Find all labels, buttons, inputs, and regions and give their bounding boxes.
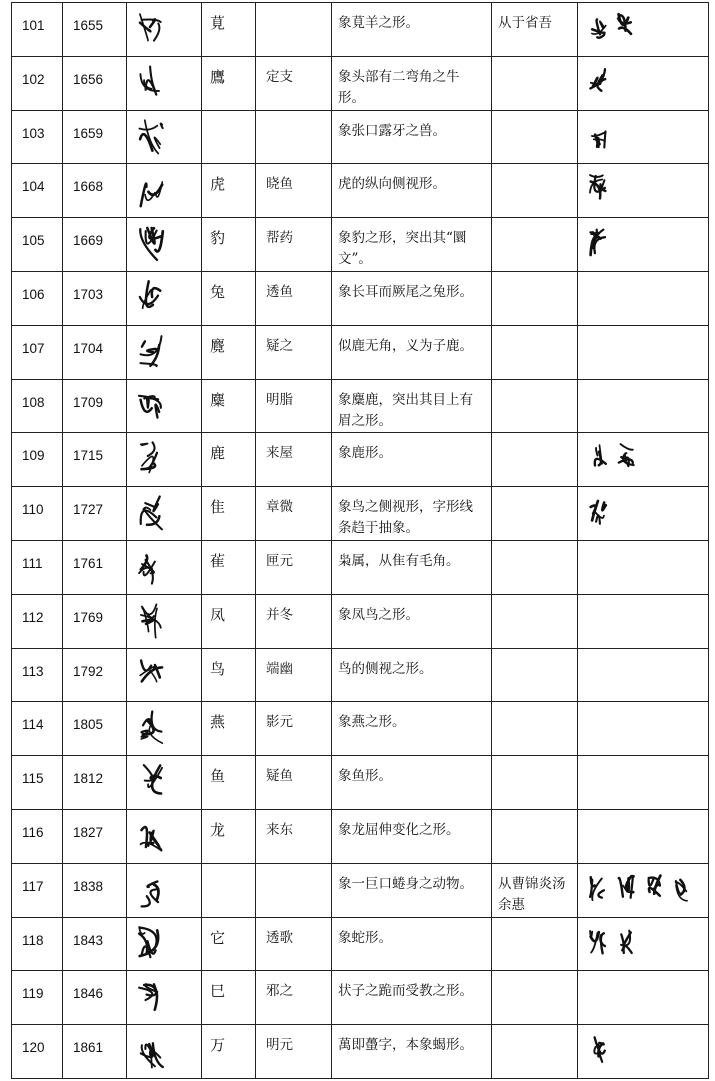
row-code: 1805: [63, 702, 127, 756]
row-code: 1727: [63, 487, 127, 541]
modern-character: 雈: [202, 540, 256, 594]
modern-character: 鸟: [202, 648, 256, 702]
row-code: 1668: [63, 164, 127, 218]
row-index: 115: [12, 756, 63, 810]
variant-glyph-icon: [614, 872, 638, 904]
row-code: 1812: [63, 756, 127, 810]
variant-forms-cell: [578, 917, 709, 971]
glyph-description: 象头部有二弯角之牛形。: [332, 56, 492, 110]
row-code: 1656: [63, 56, 127, 110]
row-index: 117: [12, 863, 63, 917]
fanqie-reading: 邪之: [256, 971, 332, 1025]
row-index: 113: [12, 648, 63, 702]
source-note: [492, 540, 578, 594]
variant-glyph-icon: [586, 65, 610, 97]
table-row: [12, 702, 709, 756]
variant-forms-cell: [578, 271, 709, 325]
row-code: 1704: [63, 325, 127, 379]
variant-glyph-icon: [586, 872, 610, 904]
oracle-glyph-icon: [135, 1031, 167, 1071]
oracle-glyph-cell: [127, 433, 202, 487]
modern-character: [202, 863, 256, 917]
fanqie-reading: 透鱼: [256, 271, 332, 325]
variant-glyph-icon: [586, 926, 610, 958]
oracle-glyph-cell: [127, 702, 202, 756]
variant-forms-cell: [578, 164, 709, 218]
row-code: 1669: [63, 218, 127, 272]
table-row: [12, 648, 709, 702]
row-code: 1827: [63, 809, 127, 863]
source-note: [492, 971, 578, 1025]
oracle-glyph-icon: [135, 9, 167, 49]
variant-forms-cell: [578, 648, 709, 702]
variant-forms-cell: [578, 594, 709, 648]
modern-character: 万: [202, 1025, 256, 1079]
oracle-glyph-icon: [135, 439, 167, 479]
glyph-description: 象鸟之侧视形，字形线条趋于抽象。: [332, 487, 492, 541]
variant-glyph-icon: [586, 172, 610, 204]
oracle-glyph-cell: [127, 648, 202, 702]
oracle-glyph-icon: [135, 278, 167, 318]
source-note: 从曹锦炎汤余惠: [492, 863, 578, 917]
oracle-glyph-cell: [127, 218, 202, 272]
row-index: 111: [12, 540, 63, 594]
modern-character: 虎: [202, 164, 256, 218]
table-row: [12, 218, 709, 272]
variant-forms-cell: [578, 540, 709, 594]
oracle-glyph-icon: [135, 170, 167, 210]
table-row: [12, 110, 709, 164]
oracle-glyph-icon: [135, 870, 167, 910]
table-row: [12, 56, 709, 110]
oracle-glyph-cell: [127, 379, 202, 433]
row-index: 112: [12, 594, 63, 648]
oracle-glyph-icon: [135, 493, 167, 533]
modern-character: 鱼: [202, 756, 256, 810]
variant-forms-cell: [578, 971, 709, 1025]
modern-character: 鷹: [202, 56, 256, 110]
glyph-description: 象莧羊之形。: [332, 3, 492, 57]
table-row: [12, 3, 709, 57]
oracle-glyph-cell: [127, 271, 202, 325]
source-note: [492, 379, 578, 433]
row-code: 1792: [63, 648, 127, 702]
variant-glyph-icon: [614, 11, 638, 43]
variant-forms-cell: [578, 379, 709, 433]
oracle-glyph-cell: [127, 3, 202, 57]
fanqie-reading: 疑鱼: [256, 756, 332, 810]
glyph-description: 似鹿无角，义为子鹿。: [332, 325, 492, 379]
row-code: 1655: [63, 3, 127, 57]
variant-glyph-icon: [586, 441, 610, 473]
modern-character: 兔: [202, 271, 256, 325]
source-note: [492, 1025, 578, 1079]
row-code: 1709: [63, 379, 127, 433]
source-note: [492, 594, 578, 648]
row-code: 1843: [63, 917, 127, 971]
glyph-description: 状子之跪而受教之形。: [332, 971, 492, 1025]
variant-glyph-icon: [642, 872, 666, 904]
row-code: 1838: [63, 863, 127, 917]
oracle-glyph-icon: [135, 977, 167, 1017]
fanqie-reading: 帮药: [256, 218, 332, 272]
fanqie-reading: [256, 3, 332, 57]
table-row: [12, 325, 709, 379]
source-note: [492, 433, 578, 487]
glyph-description: 象张口露牙之兽。: [332, 110, 492, 164]
oracle-glyph-cell: [127, 1025, 202, 1079]
variant-glyph-icon: [614, 926, 638, 958]
fanqie-reading: 影元: [256, 702, 332, 756]
row-index: 101: [12, 3, 63, 57]
oracle-glyph-cell: [127, 917, 202, 971]
row-code: 1846: [63, 971, 127, 1025]
modern-character: 麋: [202, 379, 256, 433]
fanqie-reading: 章微: [256, 487, 332, 541]
fanqie-reading: 来屋: [256, 433, 332, 487]
oracle-glyph-cell: [127, 971, 202, 1025]
glyph-description: 象凤鸟之形。: [332, 594, 492, 648]
glyph-description: 象燕之形。: [332, 702, 492, 756]
fanqie-reading: 晓鱼: [256, 164, 332, 218]
variant-glyph-icon: [614, 441, 638, 473]
variant-glyph-icon: [586, 11, 610, 43]
variant-forms-cell: [578, 433, 709, 487]
modern-character: 凤: [202, 594, 256, 648]
table-row: [12, 594, 709, 648]
variant-glyph-icon: [670, 872, 694, 904]
row-code: 1703: [63, 271, 127, 325]
glyph-description: 枭属，从隹有毛角。: [332, 540, 492, 594]
oracle-glyph-cell: [127, 809, 202, 863]
row-code: 1715: [63, 433, 127, 487]
glyph-description: 象鱼形。: [332, 756, 492, 810]
fanqie-reading: [256, 110, 332, 164]
glyph-description: 萬即蠆字，本象蝎形。: [332, 1025, 492, 1079]
row-index: 119: [12, 971, 63, 1025]
modern-character: 它: [202, 917, 256, 971]
variant-forms-cell: [578, 1025, 709, 1079]
table-row: [12, 756, 709, 810]
oracle-glyph-icon: [135, 332, 167, 372]
variant-forms-cell: [578, 3, 709, 57]
row-index: 114: [12, 702, 63, 756]
fanqie-reading: 明元: [256, 1025, 332, 1079]
row-code: 1659: [63, 110, 127, 164]
row-index: 106: [12, 271, 63, 325]
row-index: 120: [12, 1025, 63, 1079]
modern-character: 莧: [202, 3, 256, 57]
table-row: [12, 433, 709, 487]
row-index: 109: [12, 433, 63, 487]
fanqie-reading: 并冬: [256, 594, 332, 648]
variant-forms-cell: [578, 863, 709, 917]
variant-glyph-icon: [586, 1033, 610, 1065]
variant-forms-cell: [578, 218, 709, 272]
glyph-description: 象一巨口蜷身之动物。: [332, 863, 492, 917]
glyph-description: 象鹿形。: [332, 433, 492, 487]
oracle-glyph-icon: [135, 708, 167, 748]
variant-glyph-icon: [586, 119, 610, 151]
oracle-glyph-cell: [127, 164, 202, 218]
table-row: [12, 971, 709, 1025]
table-row: [12, 917, 709, 971]
modern-character: 龙: [202, 809, 256, 863]
source-note: [492, 917, 578, 971]
source-note: [492, 702, 578, 756]
oracle-glyph-icon: [135, 117, 167, 157]
oracle-glyph-icon: [135, 601, 167, 641]
table-body: [12, 3, 709, 1079]
table-row: [12, 379, 709, 433]
glyph-description: 虎的纵向侧视形。: [332, 164, 492, 218]
row-index: 107: [12, 325, 63, 379]
oracle-glyph-icon: [135, 816, 167, 856]
oracle-glyph-cell: [127, 487, 202, 541]
oracle-glyph-icon: [135, 655, 167, 695]
modern-character: [202, 110, 256, 164]
variant-forms-cell: [578, 756, 709, 810]
table-row: [12, 1025, 709, 1079]
glyph-description: 象麋鹿，突出其目上有眉之形。: [332, 379, 492, 433]
fanqie-reading: 匣元: [256, 540, 332, 594]
row-code: 1861: [63, 1025, 127, 1079]
variant-forms-cell: [578, 809, 709, 863]
oracle-glyph-cell: [127, 540, 202, 594]
glyph-description: 鸟的侧视之形。: [332, 648, 492, 702]
glyph-description: 象豹之形，突出其“圜文”。: [332, 218, 492, 272]
oracle-glyph-cell: [127, 594, 202, 648]
source-note: [492, 487, 578, 541]
fanqie-reading: 疑之: [256, 325, 332, 379]
oracle-bone-table: [11, 2, 709, 1079]
oracle-glyph-cell: [127, 325, 202, 379]
row-index: 118: [12, 917, 63, 971]
variant-forms-cell: [578, 325, 709, 379]
source-note: 从于省吾: [492, 3, 578, 57]
source-note: [492, 164, 578, 218]
oracle-glyph-cell: [127, 56, 202, 110]
table-row: [12, 487, 709, 541]
table-row: [12, 863, 709, 917]
variant-forms-cell: [578, 56, 709, 110]
modern-character: 麑: [202, 325, 256, 379]
oracle-glyph-icon: [135, 762, 167, 802]
fanqie-reading: 明脂: [256, 379, 332, 433]
modern-character: 隹: [202, 487, 256, 541]
variant-glyph-icon: [586, 495, 610, 527]
source-note: [492, 110, 578, 164]
source-note: [492, 809, 578, 863]
fanqie-reading: 来东: [256, 809, 332, 863]
row-index: 104: [12, 164, 63, 218]
table-row: [12, 271, 709, 325]
source-note: [492, 218, 578, 272]
oracle-glyph-icon: [135, 63, 167, 103]
variant-forms-cell: [578, 702, 709, 756]
row-index: 102: [12, 56, 63, 110]
oracle-glyph-cell: [127, 110, 202, 164]
source-note: [492, 271, 578, 325]
source-note: [492, 56, 578, 110]
variant-forms-cell: [578, 487, 709, 541]
source-note: [492, 325, 578, 379]
row-index: 116: [12, 809, 63, 863]
source-note: [492, 648, 578, 702]
modern-character: 豹: [202, 218, 256, 272]
modern-character: 燕: [202, 702, 256, 756]
row-index: 108: [12, 379, 63, 433]
row-code: 1769: [63, 594, 127, 648]
row-index: 103: [12, 110, 63, 164]
oracle-glyph-cell: [127, 863, 202, 917]
row-code: 1761: [63, 540, 127, 594]
variant-forms-cell: [578, 110, 709, 164]
variant-glyph-icon: [586, 226, 610, 258]
oracle-glyph-cell: [127, 756, 202, 810]
table-row: [12, 540, 709, 594]
table-row: [12, 809, 709, 863]
row-index: 110: [12, 487, 63, 541]
table-row: [12, 164, 709, 218]
glyph-description: 象蛇形。: [332, 917, 492, 971]
oracle-glyph-icon: [135, 224, 167, 264]
fanqie-reading: 端幽: [256, 648, 332, 702]
modern-character: 鹿: [202, 433, 256, 487]
modern-character: 巳: [202, 971, 256, 1025]
glyph-description: 象龙屈伸变化之形。: [332, 809, 492, 863]
oracle-glyph-icon: [135, 547, 167, 587]
glyph-description: 象长耳而厥尾之兔形。: [332, 271, 492, 325]
source-note: [492, 756, 578, 810]
row-index: 105: [12, 218, 63, 272]
oracle-glyph-icon: [135, 924, 167, 964]
oracle-glyph-icon: [135, 386, 167, 426]
fanqie-reading: 透歌: [256, 917, 332, 971]
fanqie-reading: [256, 863, 332, 917]
fanqie-reading: 定支: [256, 56, 332, 110]
